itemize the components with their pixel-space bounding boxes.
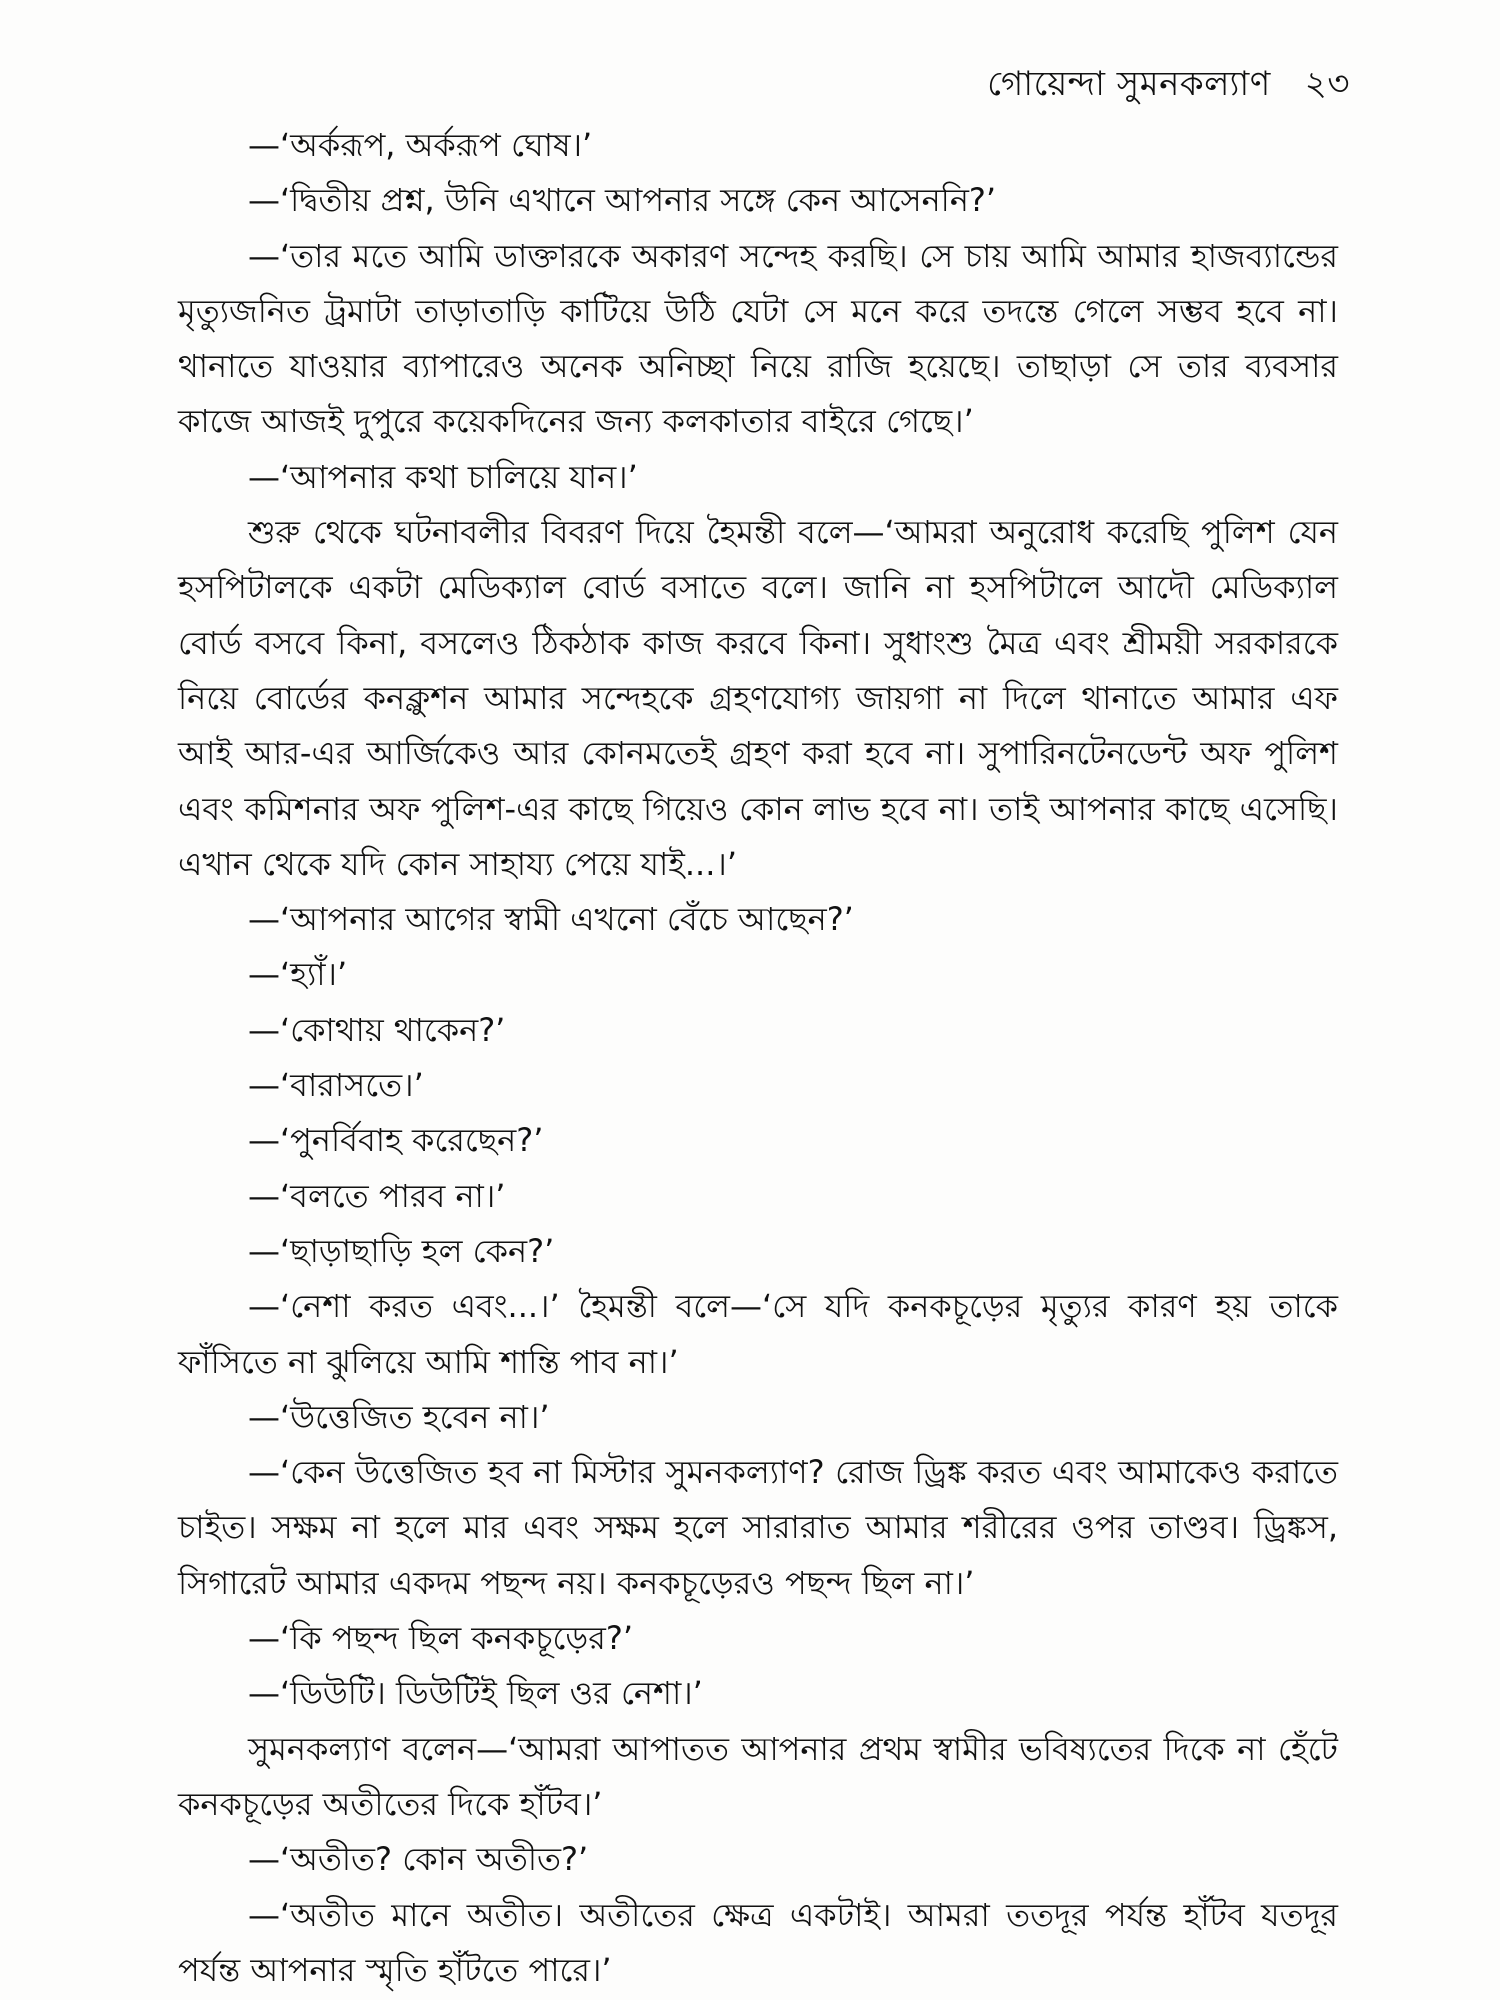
paragraph: —‘বারাসতে।’ [248,1066,424,1105]
paragraph: —‘ডিউটি। ডিউটিই ছিল ওর নেশা।’ [248,1674,703,1713]
paragraph: —‘অর্করূপ, অর্করূপ ঘোষ।’ [248,126,593,164]
paragraph: —‘আপনার আগের স্বামী এখনো বেঁচে আছেন?’ [248,900,854,939]
paragraph: —‘পুনর্বিবাহ করেছেন?’ [248,1121,544,1160]
paragraph: —‘অতীত? কোন অতীত?’ [248,1840,589,1879]
paragraph: —‘কি পছন্দ ছিল কনকচূড়ের?’ [248,1619,634,1658]
paragraph: —‘হ্যাঁ।’ [248,955,348,994]
running-header [987,58,1350,115]
paragraph: —‘অতীত মানে অতীত। অতীতের ক্ষেত্র একটাই। আমরা ততদূর পর্যন্ত হাঁটব যতদূর পর্যন্ত আপনার স্মৃতি হাঁটতে পারে।’ [178,1895,1338,1989]
page-number: ২৩ [1304,64,1350,104]
paragraph: —‘তার মতে আমি ডাক্তারকে অকারণ সন্দেহ করছি। সে চায় আমি আমার হাজব্যান্ডের মৃত্যুজনিত ট্রমাটা তাড়াতাড়ি কাটিয়ে উঠি যেটা সে মনে করে তদন্তে গেলে সম্ভব হবে না। থানাতে যাওয়ার ব্যাপারেও অনেক অনিচ্ছা নিয়ে রাজি হয়েছে। তাছাড়া সে তার ব্যবসার কাজে আজই দুপুরে কয়েকদিনের জন্য কলকাতার বাইরে গেছে।’ [178,236,1338,441]
paragraph: —‘কোথায় থাকেন?’ [248,1010,506,1049]
paragraph: —‘কেন উত্তেজিত হব না মিস্টার সুমনকল্যাণ? রোজ ড্রিঙ্ক করত এবং আমাকেও করাতে চাইত। সক্ষম না হলে মার এবং সক্ষম হলে সারারাত আমার শরীরের ওপর তাণ্ডব। ড্রিঙ্কস, সিগারেট আমার একদম পছন্দ নয়। কনকচূড়েরও পছন্দ ছিল না।’ [178,1453,1338,1602]
running-title: গোয়েন্দা সুমনকল্যাণ [987,64,1271,104]
paragraph: —‘উত্তেজিত হবেন না।’ [248,1397,550,1436]
paragraph: —‘ছাড়াছাড়ি হল কেন?’ [248,1231,555,1270]
paragraph: সুমনকল্যাণ বলেন—‘আমরা আপাতত আপনার প্রথম স্বামীর ভবিষ্যতের দিকে না হেঁটে কনকচূড়ের অতীতের দিকে হাঁটব।’ [178,1729,1338,1823]
paragraph: শুরু থেকে ঘটনাবলীর বিবরণ দিয়ে হৈমন্তী বলে—‘আমরা অনুরোধ করেছি পুলিশ যেন হসপিটালকে একটা মেডিক্যাল বোর্ড বসাতে বলে। জানি না হসপিটালে আদৌ মেডিক্যাল বোর্ড বসবে কিনা, বসলেও ঠিকঠাক কাজ করবে কিনা। সুধাংশু মৈত্র এবং শ্রীময়ী সরকারকে নিয়ে বোর্ডের কনক্লুশন আমার সন্দেহকে গ্রহণযোগ্য জায়গা না দিলে থানাতে আমার এফ আই আর-এর আর্জিকেও আর কোনমতেই গ্রহণ করা হবে না। সুপারিনটেনডেন্ট অফ পুলিশ এবং কমিশনার অফ পুলিশ-এর কাছে গিয়েও কোন লাভ হবে না। তাই আপনার কাছে এসেছি। এখান থেকে যদি কোন সাহায্য পেয়ে যাই...।’ [178,513,1338,883]
paragraph: —‘দ্বিতীয় প্রশ্ন, উনি এখানে আপনার সঙ্গে কেন আসেননি?’ [248,181,997,220]
paragraph: —‘আপনার কথা চালিয়ে যান।’ [248,457,638,496]
paragraph: —‘বলতে পারব না।’ [248,1176,506,1215]
body-text [178,118,1338,1998]
paragraph: —‘নেশা করত এবং...।’ হৈমন্তী বলে—‘সে যদি কনকচূড়ের মৃত্যুর কারণ হয় তাকে ফাঁসিতে না ঝুলিয়ে আমি শান্তি পাব না।’ [178,1287,1338,1381]
